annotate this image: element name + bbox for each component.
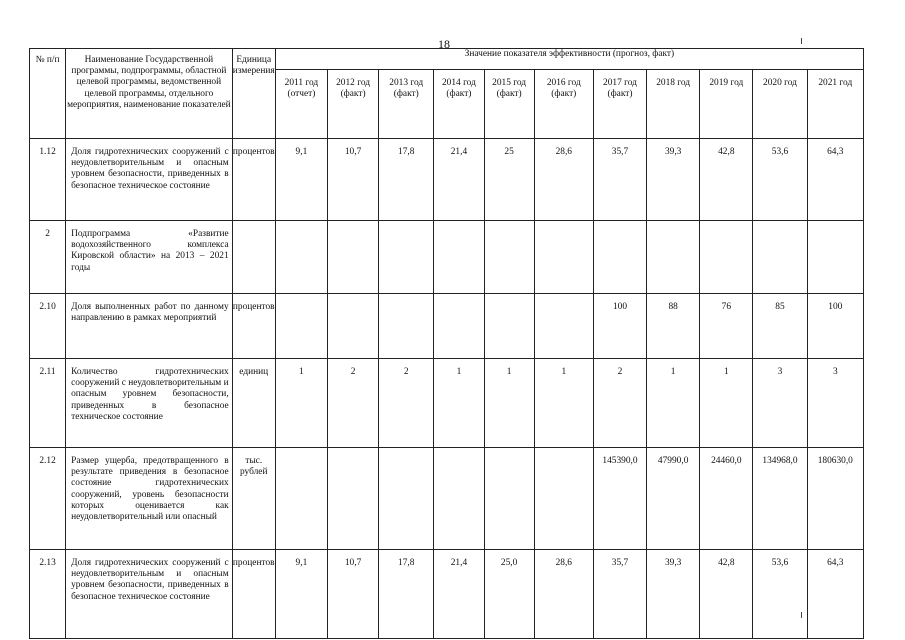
row-unit: процентов: [232, 139, 275, 221]
row-value: 39,3: [647, 550, 700, 639]
row-value: 17,8: [379, 550, 434, 639]
row-value: 42,8: [700, 550, 753, 639]
row-value: 100: [807, 294, 863, 359]
header-year: 2019 год: [700, 70, 753, 139]
row-value: 28,6: [534, 550, 593, 639]
header-year: 2011 год (отчет): [275, 70, 327, 139]
row-value: 17,8: [379, 139, 434, 221]
row-number: 2.12: [30, 448, 66, 550]
header-year: 2012 год (факт): [327, 70, 378, 139]
row-value: [434, 294, 484, 359]
row-unit: тыс. рублей: [232, 448, 275, 550]
page-number: 18: [438, 37, 450, 51]
row-value: [434, 448, 484, 550]
row-value: 3: [807, 359, 863, 448]
indicator-table: [29, 48, 864, 639]
row-value: 28,6: [534, 139, 593, 221]
row-value: 100: [593, 294, 646, 359]
table-row: [30, 139, 864, 221]
row-value: 25,0: [484, 550, 534, 639]
row-value: 10,7: [327, 139, 378, 221]
header-year: 2021 год: [807, 70, 863, 139]
row-number: 1.12: [30, 139, 66, 221]
row-value: [700, 221, 753, 294]
row-number: 2.11: [30, 359, 66, 448]
table-row: [30, 550, 864, 639]
row-value: 2: [327, 359, 378, 448]
header-group-title: Значение показателя эффективности (прогноз, факт): [275, 49, 863, 70]
header-number: № п/п: [30, 49, 66, 139]
row-value: 180630,0: [807, 448, 863, 550]
row-value: 39,3: [647, 139, 700, 221]
row-value: [647, 221, 700, 294]
table-row: [30, 294, 864, 359]
row-value: 42,8: [700, 139, 753, 221]
row-unit: [232, 221, 275, 294]
row-value: 1: [534, 359, 593, 448]
row-value: 64,3: [807, 139, 863, 221]
scan-mark: [801, 612, 802, 618]
row-value: [275, 448, 327, 550]
row-value: 76: [700, 294, 753, 359]
row-value: 53,6: [753, 139, 807, 221]
header-unit: Единица измерения: [232, 49, 275, 139]
header-row-top: [30, 49, 864, 70]
header-year: 2015 год (факт): [484, 70, 534, 139]
row-value: [379, 448, 434, 550]
scan-mark: [801, 38, 802, 44]
row-value: [484, 294, 534, 359]
table-row: [30, 448, 864, 550]
row-value: 21,4: [434, 139, 484, 221]
row-value: [327, 448, 378, 550]
row-value: [807, 221, 863, 294]
row-value: 21,4: [434, 550, 484, 639]
table-row: [30, 359, 864, 448]
header-year: 2018 год: [647, 70, 700, 139]
row-value: [379, 294, 434, 359]
header-year: 2014 год (факт): [434, 70, 484, 139]
row-name: Доля гидротехнических сооружений с неудовлетворительным и опасным уровнем безопасности, приведенных в безопасное техническое состояние: [66, 550, 233, 639]
row-value: 35,7: [593, 139, 646, 221]
row-value: 1: [434, 359, 484, 448]
row-value: 1: [647, 359, 700, 448]
table-row: [30, 221, 864, 294]
row-unit: единиц: [232, 359, 275, 448]
row-name: Подпрограмма «Развитие водохозяйственного комплекса Кировской области» на 2013 – 2021 годы: [66, 221, 233, 294]
row-value: 3: [753, 359, 807, 448]
row-value: 1: [700, 359, 753, 448]
row-value: [275, 294, 327, 359]
row-value: 134968,0: [753, 448, 807, 550]
row-unit: процентов: [232, 550, 275, 639]
row-value: 25: [484, 139, 534, 221]
row-value: 2: [593, 359, 646, 448]
row-number: 2.10: [30, 294, 66, 359]
row-unit: процентов: [232, 294, 275, 359]
header-year: 2016 год (факт): [534, 70, 593, 139]
row-value: [534, 448, 593, 550]
row-value: [484, 221, 534, 294]
row-name: Размер ущерба, предотвращенного в результате приведения в безопасное состояние гидротехнических сооружений, уровень безопасности которых оценивается как неудовлетворительный или опасный: [66, 448, 233, 550]
row-value: 47990,0: [647, 448, 700, 550]
row-value: [534, 294, 593, 359]
header-year: 2017 год (факт): [593, 70, 646, 139]
row-value: [434, 221, 484, 294]
row-value: 145390,0: [593, 448, 646, 550]
row-name: Доля гидротехнических сооружений с неудовлетворительным и опасным уровнем безопасности, приведенных в безопасное техническое состояние: [66, 139, 233, 221]
row-value: 35,7: [593, 550, 646, 639]
row-value: 10,7: [327, 550, 378, 639]
row-value: [327, 221, 378, 294]
row-value: 88: [647, 294, 700, 359]
row-value: [593, 221, 646, 294]
row-value: 9,1: [275, 139, 327, 221]
row-value: 24460,0: [700, 448, 753, 550]
row-name: Доля выполненных работ по данному направлению в рамках мероприятий: [66, 294, 233, 359]
row-value: 2: [379, 359, 434, 448]
row-value: [484, 448, 534, 550]
row-value: [753, 221, 807, 294]
row-value: 53,6: [753, 550, 807, 639]
row-value: 1: [484, 359, 534, 448]
header-name: Наименование Государственной программы, подпрограммы, областной целевой программы, ведомственной целевой программы, отдельного мероприятия, наименование показателей: [66, 49, 233, 139]
row-number: 2: [30, 221, 66, 294]
row-value: 1: [275, 359, 327, 448]
row-value: [534, 221, 593, 294]
row-value: 85: [753, 294, 807, 359]
row-value: [379, 221, 434, 294]
row-value: [275, 221, 327, 294]
row-number: 2.13: [30, 550, 66, 639]
header-year: 2013 год (факт): [379, 70, 434, 139]
header-year: 2020 год: [753, 70, 807, 139]
row-name: Количество гидротехнических сооружений с неудовлетворительным и опасным уровнем безопасности, приведенных в безопасное техническое состояние: [66, 359, 233, 448]
row-value: [327, 294, 378, 359]
row-value: 9,1: [275, 550, 327, 639]
row-value: 64,3: [807, 550, 863, 639]
